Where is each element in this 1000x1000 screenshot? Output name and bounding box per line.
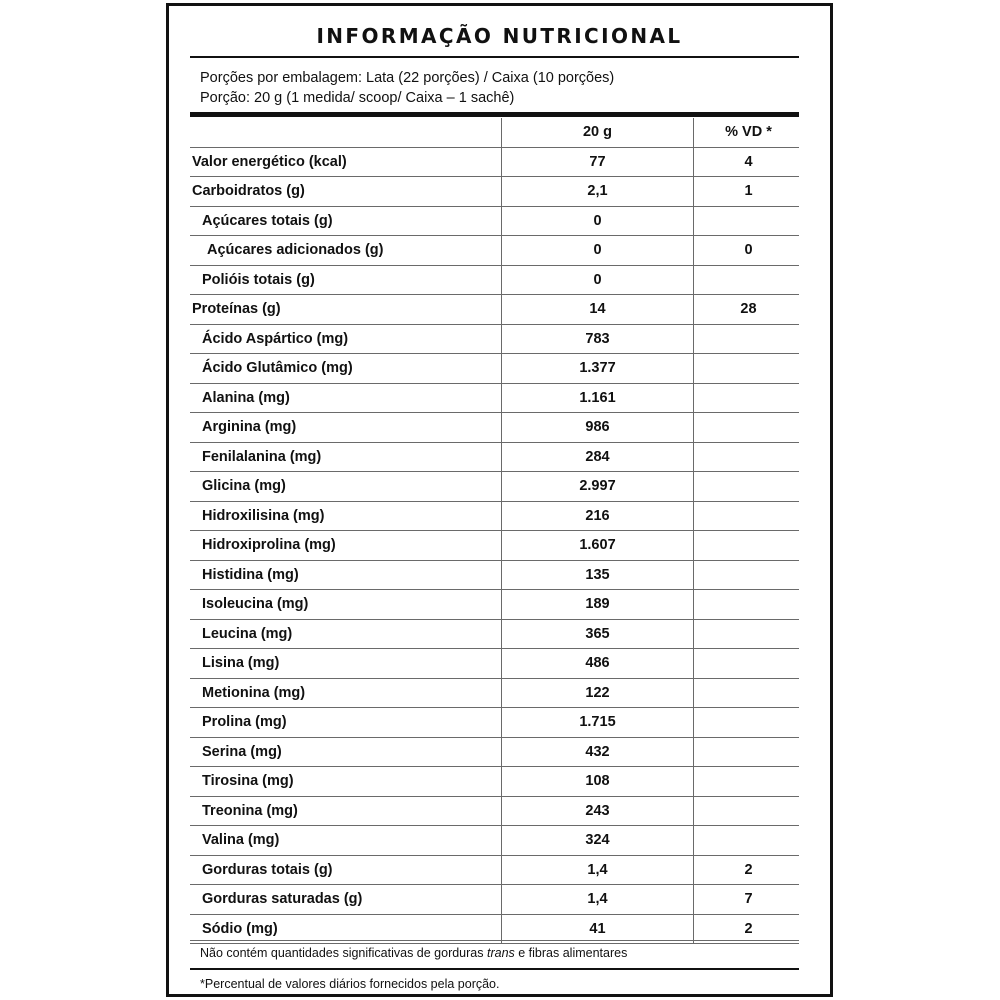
nutrient-value: 1,4 <box>501 856 693 885</box>
nutrient-vd <box>693 502 803 531</box>
nutrient-value: 1.161 <box>501 384 693 413</box>
nutrient-name: Ácido Aspártico (mg) <box>202 330 349 347</box>
table-row <box>190 325 799 355</box>
nutrient-value: 324 <box>501 826 693 855</box>
nutrient-name: Carboidratos (g) <box>192 183 305 200</box>
portion-size: Porção: 20 g (1 medida/ scoop/ Caixa – 1 sachê) <box>200 90 515 106</box>
table-row <box>190 148 799 178</box>
nutrient-value: 284 <box>501 443 693 472</box>
nutrient-name: Valina (mg) <box>202 832 280 849</box>
vd-footnote: *Percentual de valores diários fornecidos pela porção. <box>200 977 500 991</box>
nutrient-value: 189 <box>501 590 693 619</box>
nutrient-vd: 28 <box>693 295 803 324</box>
nutrient-name: Sódio (mg) <box>202 920 278 937</box>
nutrient-vd <box>693 708 803 737</box>
nutrient-vd <box>693 649 803 678</box>
nutrient-name: Açúcares totais (g) <box>202 212 333 229</box>
table-row <box>190 531 799 561</box>
nutrient-value: 108 <box>501 767 693 796</box>
nutrient-vd <box>693 679 803 708</box>
nutrient-name: Polióis totais (g) <box>202 271 315 288</box>
table-row <box>190 708 799 738</box>
table-row <box>190 767 799 797</box>
table-row <box>190 797 799 827</box>
nutrient-value: 432 <box>501 738 693 767</box>
nutrient-name: Alanina (mg) <box>202 389 290 406</box>
nutrient-vd: 2 <box>693 856 803 885</box>
table-row <box>190 295 799 325</box>
nutrient-vd: 4 <box>693 148 803 177</box>
header-nutrient <box>190 118 501 147</box>
nutrient-name: Tirosina (mg) <box>202 773 294 790</box>
nutrient-vd: 1 <box>693 177 803 206</box>
table-header-row <box>190 118 799 148</box>
not-significant-note <box>200 945 627 961</box>
header-vd: % VD * <box>693 118 803 147</box>
nutrient-value: 365 <box>501 620 693 649</box>
footnote-divider <box>190 968 799 970</box>
nutrient-value: 216 <box>501 502 693 531</box>
table-row <box>190 738 799 768</box>
nutrient-vd <box>693 561 803 590</box>
nutrient-name: Hidroxilisina (mg) <box>202 507 325 524</box>
nutrient-value: 2,1 <box>501 177 693 206</box>
nutrient-name: Gorduras totais (g) <box>202 861 333 878</box>
nutrient-vd <box>693 207 803 236</box>
nutrient-value: 135 <box>501 561 693 590</box>
nutrient-vd <box>693 620 803 649</box>
header-portion: 20 g <box>501 118 693 147</box>
nutrient-vd: 7 <box>693 885 803 914</box>
nutrient-value: 1.377 <box>501 354 693 383</box>
note-text-italic: trans <box>486 946 515 960</box>
nutrient-name: Treonina (mg) <box>202 802 298 819</box>
nutrient-vd <box>693 472 803 501</box>
nutrient-name: Lisina (mg) <box>202 655 280 672</box>
table-row <box>190 649 799 679</box>
table-row <box>190 207 799 237</box>
table-row <box>190 561 799 591</box>
table-row <box>190 354 799 384</box>
title-divider <box>190 56 799 58</box>
nutrient-vd <box>693 826 803 855</box>
nutrient-vd <box>693 354 803 383</box>
table-row <box>190 236 799 266</box>
nutrient-vd: 0 <box>693 236 803 265</box>
nutrient-value: 1,4 <box>501 885 693 914</box>
table-row <box>190 177 799 207</box>
nutrient-name: Glicina (mg) <box>202 478 286 495</box>
nutrient-value: 14 <box>501 295 693 324</box>
nutrient-name: Valor energético (kcal) <box>192 153 347 170</box>
nutrient-name: Leucina (mg) <box>202 625 293 642</box>
nutrient-name: Histidina (mg) <box>202 566 299 583</box>
nutrient-vd <box>693 590 803 619</box>
table-row <box>190 679 799 709</box>
table-row <box>190 885 799 915</box>
table-row <box>190 590 799 620</box>
nutrient-name: Metionina (mg) <box>202 684 306 701</box>
note-text-after: e fibras alimentares <box>514 946 628 960</box>
nutrient-value: 1.607 <box>501 531 693 560</box>
table-row <box>190 856 799 886</box>
nutrient-vd <box>693 413 803 442</box>
nutrient-name: Açúcares adicionados (g) <box>207 242 384 259</box>
table-row <box>190 413 799 443</box>
nutrient-name: Arginina (mg) <box>202 419 297 436</box>
table-row <box>190 472 799 502</box>
nutrient-value: 1.715 <box>501 708 693 737</box>
nutrient-name: Fenilalanina (mg) <box>202 448 322 465</box>
nutrient-vd <box>693 767 803 796</box>
nutrition-facts-label <box>166 3 833 997</box>
portions-per-package: Porções por embalagem: Lata (22 porções) / Caixa (10 porções) <box>200 70 615 86</box>
nutrient-value: 986 <box>501 413 693 442</box>
nutrient-vd <box>693 325 803 354</box>
nutrient-value: 243 <box>501 797 693 826</box>
nutrient-value: 0 <box>501 266 693 295</box>
table-row <box>190 826 799 856</box>
table-row <box>190 502 799 532</box>
nutrient-name: Hidroxiprolina (mg) <box>202 537 336 554</box>
notes-divider <box>190 940 799 941</box>
nutrient-vd <box>693 443 803 472</box>
nutrient-value: 783 <box>501 325 693 354</box>
table-row <box>190 266 799 296</box>
nutrient-name: Proteínas (g) <box>192 301 281 318</box>
nutrient-name: Isoleucina (mg) <box>202 596 309 613</box>
table-row <box>190 443 799 473</box>
nutrient-value: 77 <box>501 148 693 177</box>
nutrient-name: Prolina (mg) <box>202 714 287 731</box>
nutrient-vd <box>693 738 803 767</box>
portion-divider <box>190 112 799 117</box>
nutrient-vd <box>693 266 803 295</box>
nutrient-name: Gorduras saturadas (g) <box>202 891 363 908</box>
nutrient-vd: 2 <box>693 915 803 944</box>
nutrient-name: Ácido Glutâmico (mg) <box>202 360 353 377</box>
nutrient-name: Serina (mg) <box>202 743 282 760</box>
label-title: INFORMAÇÃO NUTRICIONAL <box>316 24 683 48</box>
nutrient-value: 122 <box>501 679 693 708</box>
nutrient-vd <box>693 531 803 560</box>
nutrient-value: 486 <box>501 649 693 678</box>
note-text-before: Não contém quantidades significativas de gorduras <box>200 946 487 960</box>
nutrient-vd <box>693 797 803 826</box>
table-row <box>190 620 799 650</box>
nutrient-value: 2.997 <box>501 472 693 501</box>
nutrient-value: 41 <box>501 915 693 944</box>
nutrient-vd <box>693 384 803 413</box>
nutrient-value: 0 <box>501 236 693 265</box>
table-row <box>190 384 799 414</box>
nutrient-value: 0 <box>501 207 693 236</box>
